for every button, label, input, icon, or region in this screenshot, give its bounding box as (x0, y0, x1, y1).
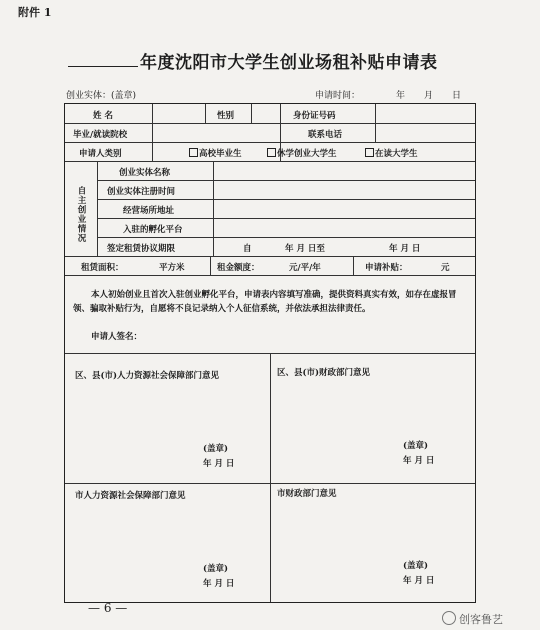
district-hr-opinion: 区、县(市)人力资源社会保障部门意见 (75, 371, 220, 381)
address-label: 经营场所地址 (123, 206, 175, 216)
option-suspended[interactable]: 休学创业大学生 (267, 147, 337, 159)
gender-label: 性别 (217, 111, 235, 121)
subsidy-unit: 元 (441, 263, 450, 273)
col-line (97, 161, 98, 256)
col-line (353, 256, 354, 275)
lease-start-date: 年 月 日至 (285, 244, 325, 254)
col-line (251, 104, 252, 123)
name-label: 姓 名 (93, 111, 113, 121)
col-line (213, 161, 214, 256)
entity-name-label: 创业实体名称 (119, 168, 171, 178)
lease-from: 自 (243, 244, 252, 254)
apply-year: 年 (396, 91, 406, 101)
watermark: 创客鲁艺 (442, 611, 503, 627)
platform-label: 入驻的孵化平台 (123, 225, 183, 235)
annex-label: 附件 1 (18, 6, 52, 19)
signature-label: 申请人签名： (91, 332, 143, 342)
date-label: 年 月 日 (203, 579, 235, 589)
col-line (270, 353, 271, 602)
date-label: 年 月 日 (203, 459, 235, 469)
apply-time-label: 申请时间： (315, 91, 361, 101)
checkbox[interactable] (189, 148, 198, 157)
row-line (65, 256, 475, 257)
lease-end-date: 年 月 日 (389, 244, 421, 254)
row-line (65, 142, 475, 143)
checkbox[interactable] (267, 148, 276, 157)
school-label: 毕业/就读院校 (73, 130, 128, 140)
row-line (65, 275, 475, 276)
col-line (205, 104, 206, 123)
district-finance-opinion: 区、县(市)财政部门意见 (277, 368, 371, 378)
category-label: 申请人类别 (79, 149, 122, 159)
date-label: 年 月 日 (403, 456, 435, 466)
entity-seal-label: 创业实体：(盖章) (66, 91, 137, 101)
seal-label: (盖章) (403, 561, 429, 571)
page-title: 年度沈阳市大学生创业场租补贴申请表 (140, 53, 438, 73)
reg-time-label: 创业实体注册时间 (107, 187, 176, 197)
seal-label: (盖章) (403, 441, 429, 451)
option-enrolled[interactable]: 在读大学生 (365, 147, 418, 159)
col-line (152, 104, 153, 161)
lease-period-label: 签定租赁协议期限 (107, 244, 176, 254)
area-label: 租赁面积： (81, 263, 124, 273)
application-form (64, 103, 476, 603)
option-graduate[interactable]: 高校毕业生 (189, 147, 242, 159)
date-label: 年 月 日 (403, 576, 435, 586)
area-unit: 平方米 (159, 263, 185, 273)
wechat-icon (442, 611, 456, 625)
row-line (97, 180, 475, 181)
city-finance-opinion: 市财政部门意见 (277, 489, 337, 499)
rent-label: 租金额度： (217, 263, 260, 273)
apply-month: 月 (424, 91, 434, 101)
phone-label: 联系电话 (308, 130, 343, 140)
col-line (210, 256, 211, 275)
row-line (97, 237, 475, 238)
seal-label: (盖章) (203, 564, 229, 574)
section-label: 自主创业情况 (76, 186, 86, 243)
rent-unit: 元/平/年 (289, 263, 321, 273)
col-line (375, 104, 376, 142)
id-number-label: 身份证号码 (293, 111, 336, 121)
subsidy-label: 申请补贴： (365, 263, 408, 273)
row-line (65, 161, 475, 162)
seal-label: (盖章) (203, 444, 229, 454)
checkbox[interactable] (365, 148, 374, 157)
row-line (97, 199, 475, 200)
row-line (65, 123, 475, 124)
declaration-text: 本人初始创业且首次入驻创业孵化平台，申请表内容填写准确，提供资料真实有效，如存在虚报冒领、骗取补贴行为，自愿将不良记录纳入个人征信系统，并依法承担法律责任。 (73, 290, 457, 314)
apply-day: 日 (452, 91, 462, 101)
row-line (97, 218, 475, 219)
page-number: — 6 — (88, 601, 128, 615)
year-blank-line (68, 66, 138, 67)
city-hr-opinion: 市人力资源社会保障部门意见 (75, 491, 186, 501)
